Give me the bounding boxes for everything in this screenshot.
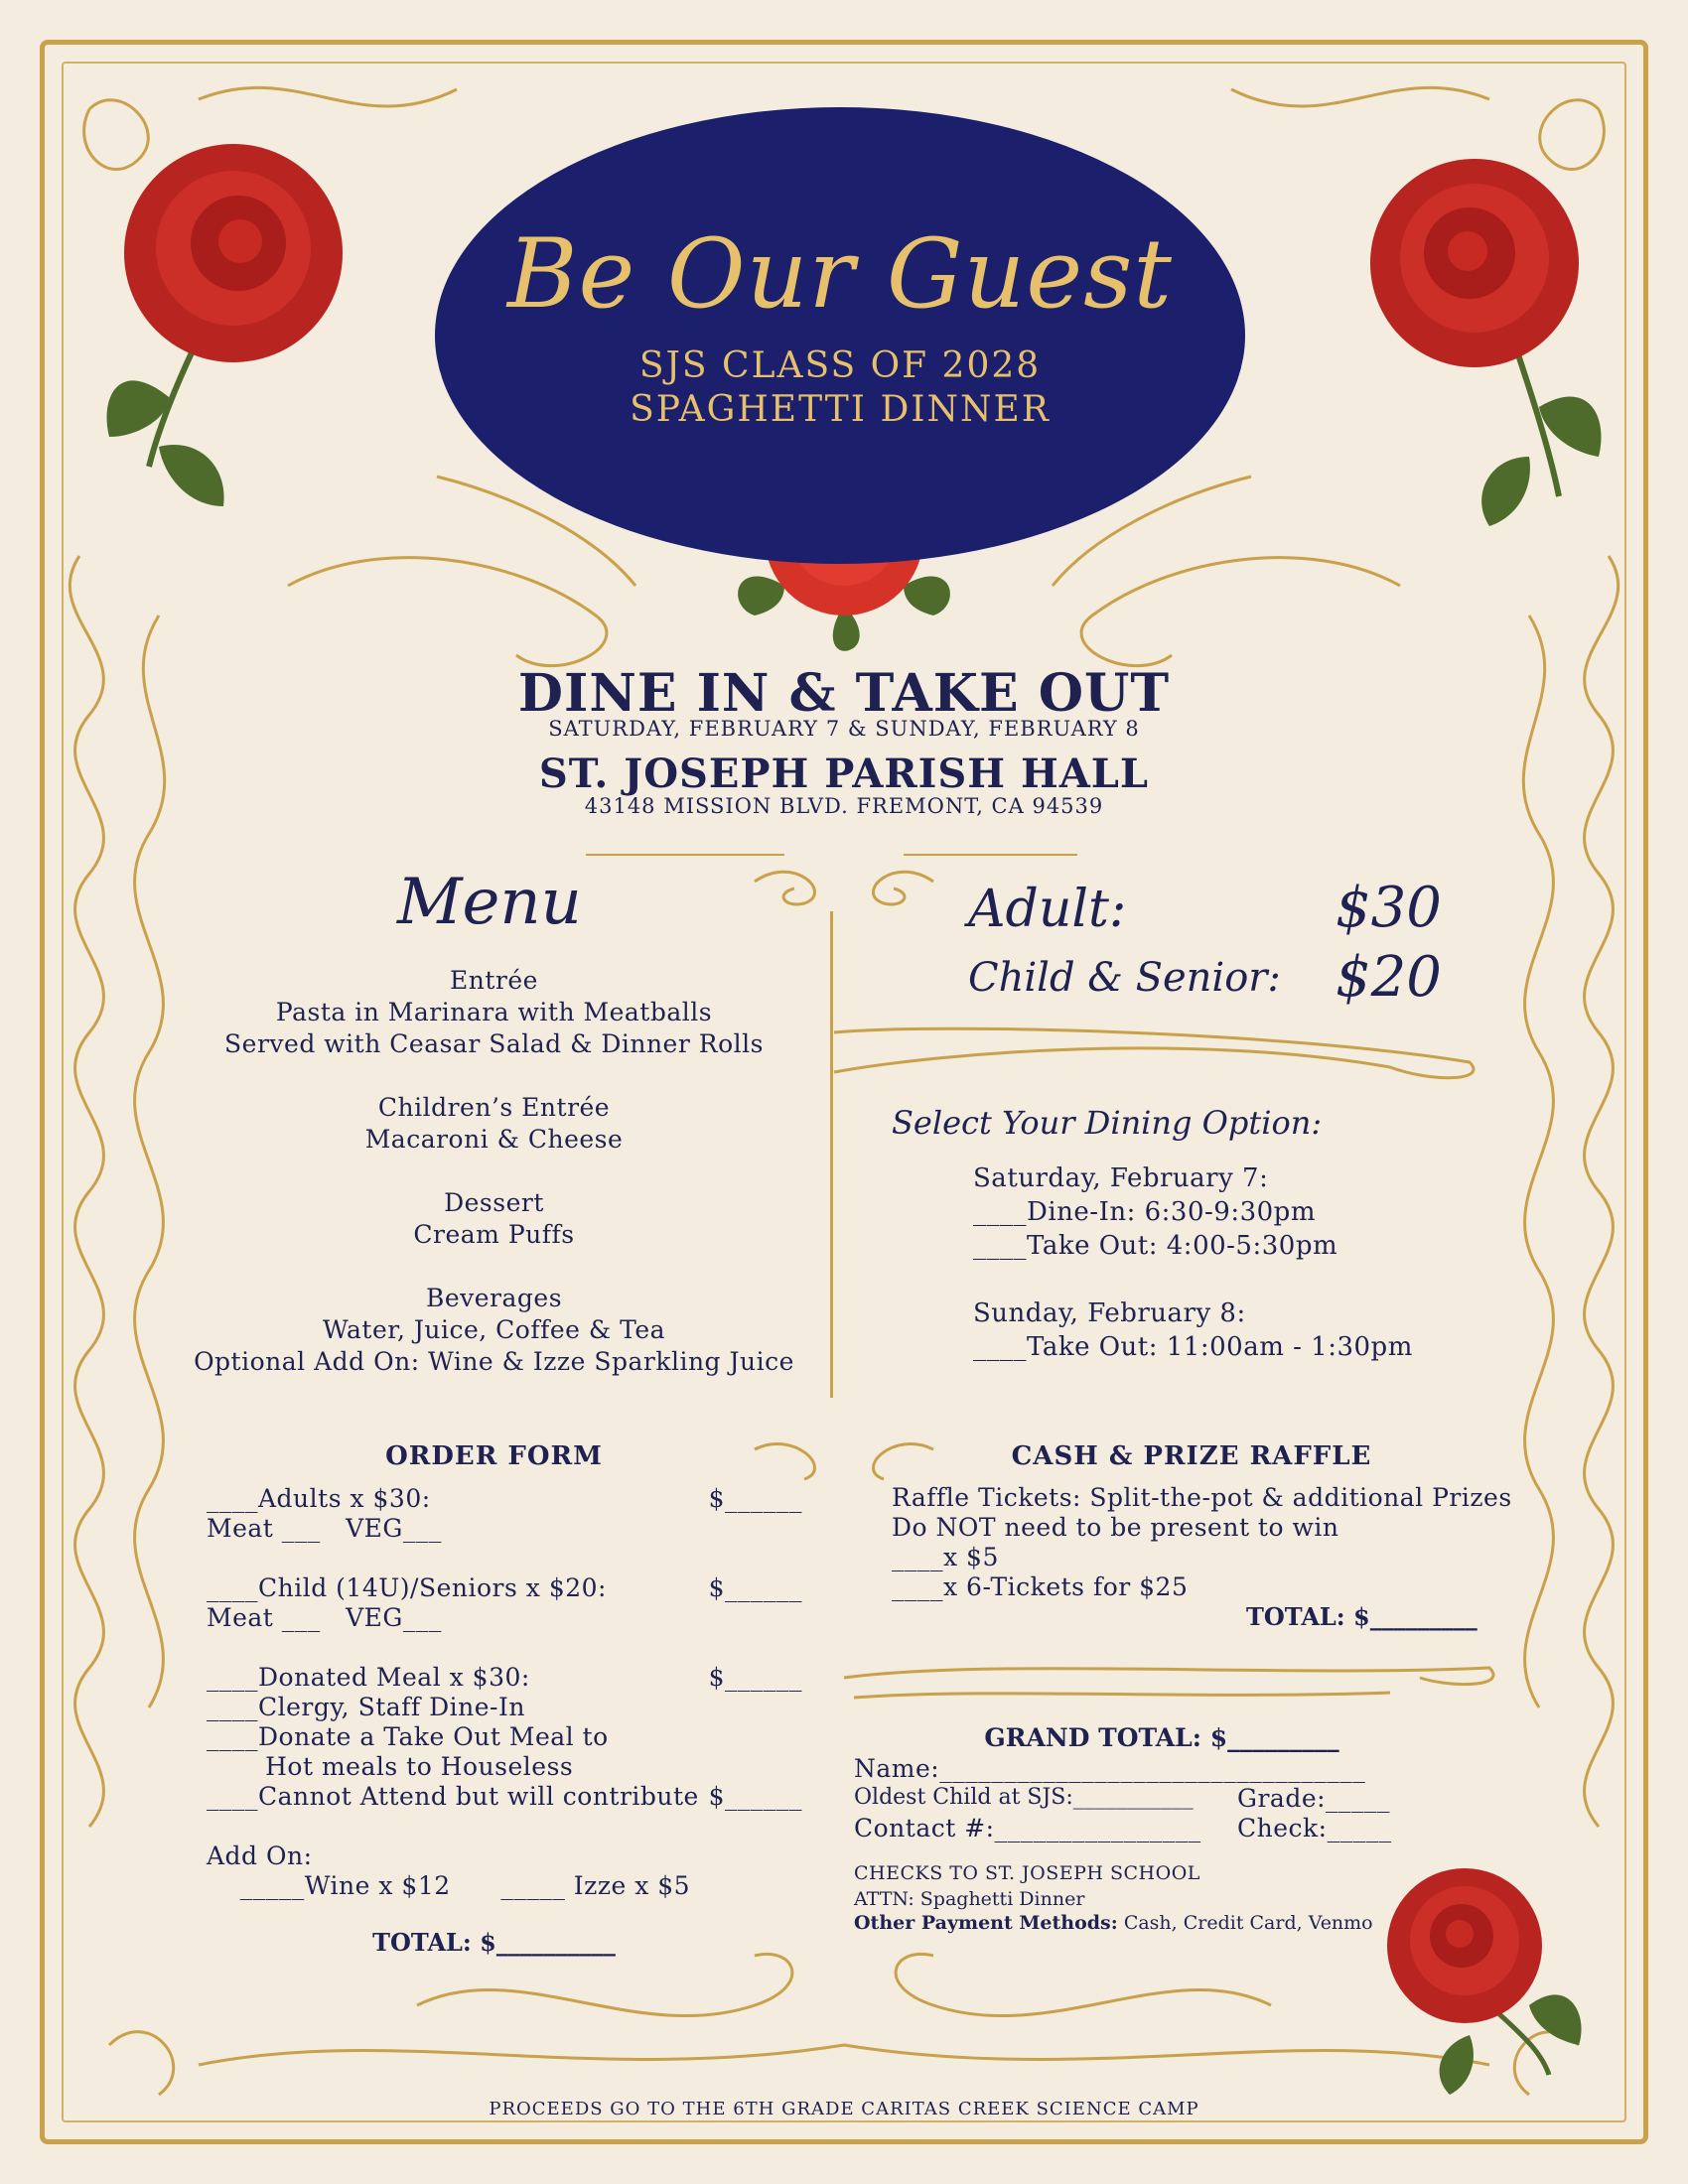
raffle-line: Do NOT need to be present to win	[892, 1513, 1339, 1542]
order-row-label: Meat ___ VEG___	[207, 1514, 442, 1543]
order-row	[207, 1841, 802, 1870]
raffle-line[interactable]: ____x $5	[892, 1543, 999, 1571]
order-row-label: ____Donate a Take Out Meal to	[207, 1722, 609, 1751]
order-row	[207, 1602, 802, 1632]
adult-price: $30	[1336, 876, 1442, 940]
dining-option-item[interactable]: ____Dine-In: 6:30-9:30pm	[973, 1197, 1316, 1227]
order-row[interactable]	[207, 1572, 802, 1602]
order-row-label: ____Cannot Attend but will contribute	[207, 1782, 699, 1811]
order-form-heading: ORDER FORM	[385, 1441, 603, 1471]
column-divider	[830, 911, 833, 1398]
dining-option-item: Sunday, February 8:	[973, 1298, 1246, 1328]
menu-list	[169, 965, 819, 1378]
order-row[interactable]	[207, 1483, 802, 1513]
class-subtitle: SJS CLASS OF 2028	[638, 345, 1042, 386]
menu-heading: Menu	[397, 866, 582, 939]
raffle-lines	[892, 1483, 1512, 1602]
menu-item: Water, Juice, Coffee & Tea	[322, 1315, 666, 1344]
contact-field[interactable]: Contact #:________________	[854, 1814, 1201, 1843]
order-row-amount[interactable]: $______	[708, 1782, 802, 1811]
grade-field[interactable]: Grade:_____	[1237, 1784, 1391, 1813]
order-form-total: TOTAL: $__________	[372, 1928, 616, 1957]
menu-item: Served with Ceasar Salad & Dinner Rolls	[224, 1029, 764, 1058]
menu-item: Entrée	[450, 966, 538, 995]
menu-item: Pasta in Marinara with Meatballs	[275, 998, 713, 1026]
rose-bottom-right	[1387, 1868, 1582, 2095]
name-field[interactable]: Name:_________________________________	[854, 1754, 1366, 1783]
order-row-label: _____Wine x $12 _____ Izze x $5	[207, 1871, 691, 1900]
venue-name: ST. JOSEPH PARISH HALL	[538, 751, 1150, 797]
oldest-child-field[interactable]: Oldest Child at SJS:___________	[854, 1785, 1194, 1810]
other-payment-value: Cash, Credit Card, Venmo	[1123, 1912, 1373, 1934]
menu-item	[169, 1156, 819, 1187]
order-row-amount[interactable]: $______	[708, 1573, 802, 1602]
rose-top-left	[107, 144, 344, 506]
other-payment-line	[854, 1912, 1373, 1934]
order-row-label: ____Adults x $30:	[207, 1484, 431, 1513]
title-oval	[435, 107, 1245, 564]
checks-to: CHECKS TO ST. JOSEPH SCHOOL	[854, 1862, 1200, 1884]
raffle-line[interactable]: ____x 6-Tickets for $25	[892, 1572, 1189, 1601]
order-row-label: ____Child (14U)/Seniors x $20:	[207, 1573, 607, 1602]
other-payment-label: Other Payment Methods:	[854, 1912, 1118, 1934]
menu-item: Macaroni & Cheese	[364, 1125, 624, 1154]
child-senior-price: $20	[1336, 945, 1442, 1010]
page-title: Be Our Guest	[507, 218, 1173, 330]
order-row[interactable]	[207, 1662, 802, 1692]
dinner-subtitle: SPAGHETTI DINNER	[630, 389, 1051, 430]
check-field[interactable]: Check:_____	[1237, 1814, 1392, 1843]
raffle-heading: CASH & PRIZE RAFFLE	[1011, 1441, 1372, 1471]
order-row	[207, 1751, 802, 1781]
dining-option-heading: Select Your Dining Option:	[892, 1104, 1323, 1142]
order-row-label: Add On:	[207, 1842, 313, 1870]
menu-item: Cream Puffs	[413, 1220, 575, 1249]
menu-item: Optional Add On: Wine & Izze Sparkling Juice	[194, 1347, 794, 1376]
order-row[interactable]	[207, 1692, 802, 1721]
dining-option-list	[973, 1161, 1413, 1364]
dining-option-item[interactable]: ____Take Out: 4:00-5:30pm	[973, 1231, 1338, 1261]
menu-item: Children’s Entrée	[377, 1093, 611, 1122]
order-row	[207, 1632, 802, 1662]
dining-option-item	[973, 1263, 1413, 1297]
event-dates: SATURDAY, FEBRUARY 7 & SUNDAY, FEBRUARY 8	[548, 717, 1140, 741]
menu-item	[169, 1251, 819, 1283]
event-mode: DINE IN & TAKE OUT	[517, 663, 1171, 724]
order-row[interactable]	[207, 1721, 802, 1751]
menu-item: Beverages	[425, 1284, 563, 1312]
order-row-amount[interactable]: $______	[708, 1484, 802, 1513]
grand-total-heading: GRAND TOTAL: $_________	[984, 1723, 1339, 1752]
footer-note: PROCEEDS GO TO THE 6TH GRADE CARITAS CREEK SCIENCE CAMP	[489, 2099, 1199, 2119]
venue-address: 43148 MISSION BLVD. FREMONT, CA 94539	[584, 794, 1104, 818]
order-form-rows	[207, 1483, 802, 1900]
order-row	[207, 1811, 802, 1841]
dining-option-item[interactable]: ____Take Out: 11:00am - 1:30pm	[973, 1332, 1413, 1362]
order-row[interactable]	[207, 1870, 802, 1900]
menu-item: Dessert	[444, 1188, 544, 1217]
adult-label: Adult:	[968, 880, 1127, 939]
attn-line: ATTN: Spaghetti Dinner	[854, 1888, 1085, 1910]
menu-item	[169, 1060, 819, 1092]
dining-option-item: Saturday, February 7:	[973, 1163, 1269, 1193]
child-senior-label: Child & Senior:	[968, 955, 1281, 1001]
order-row-label: ____Clergy, Staff Dine-In	[207, 1693, 525, 1721]
rose-top-right	[1370, 159, 1602, 526]
raffle-total: TOTAL: $_________	[1246, 1602, 1477, 1631]
order-row-amount[interactable]: $______	[708, 1663, 802, 1692]
raffle-line: Raffle Tickets: Split-the-pot & additional Prizes	[892, 1483, 1512, 1512]
order-row-label: Hot meals to Houseless	[207, 1752, 574, 1781]
order-row-label: ____Donated Meal x $30:	[207, 1663, 530, 1692]
order-row	[207, 1513, 802, 1543]
order-row[interactable]	[207, 1781, 802, 1811]
order-row	[207, 1543, 802, 1572]
order-row-label: Meat ___ VEG___	[207, 1603, 442, 1632]
